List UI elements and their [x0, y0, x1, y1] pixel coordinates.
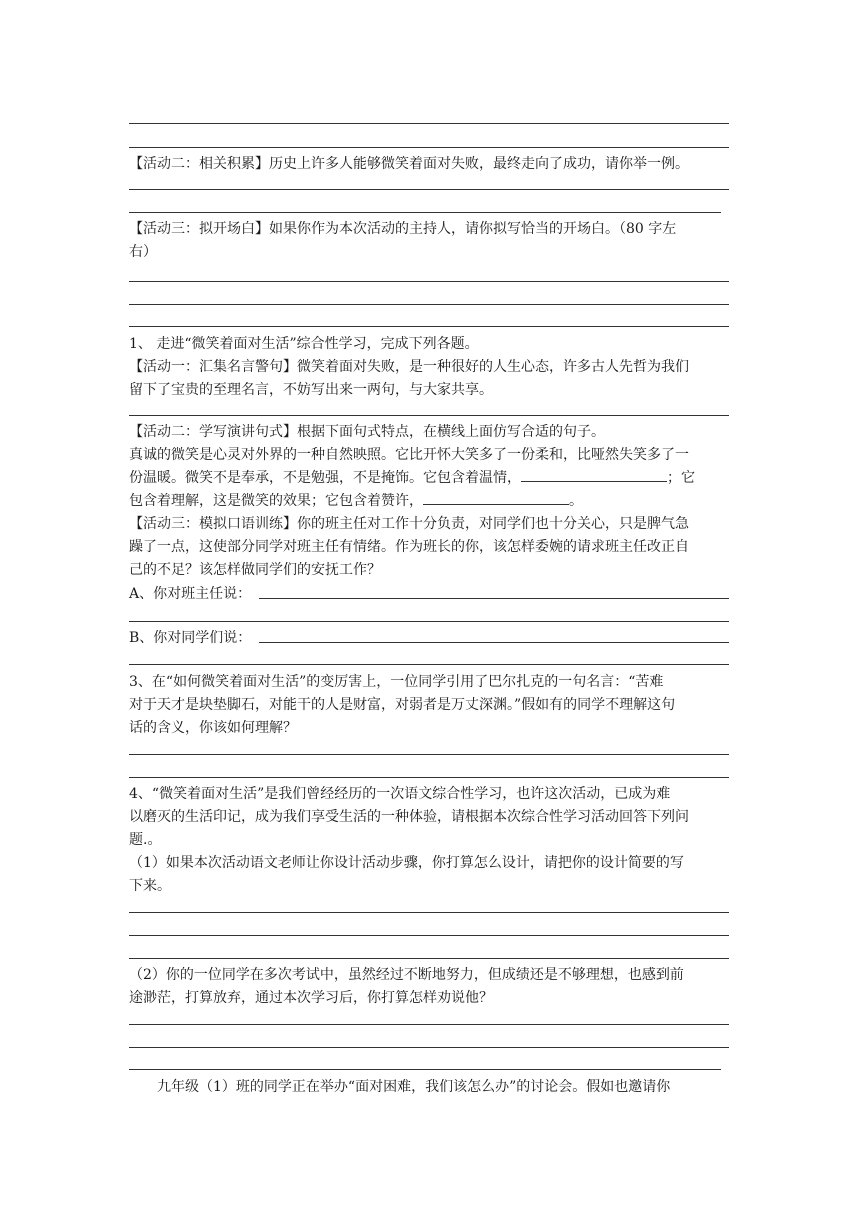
- answer-line[interactable]: [259, 598, 729, 599]
- final-prompt: 九年级（1）班的同学正在举办“面对困难，我们该怎么办”的讨论会。假如也邀请你: [157, 1079, 671, 1095]
- q1-activity-2-sentence1: 真诚的微笑是心灵对外界的一种自然映照。它比开怀大笑多了一份柔和，比哑然失笑多了一: [129, 447, 689, 463]
- question-4-line2: 以磨灭的生活印记，成为我们享受生活的一种体验，请根据本次综合性学习活动回答下列问: [129, 809, 689, 825]
- q1-activity-3-line3: 己的不足？该怎样做同学们的安抚工作？: [129, 562, 381, 578]
- answer-line[interactable]: [129, 935, 729, 936]
- answer-line[interactable]: [129, 1024, 729, 1025]
- activity-3-opening-line1: 【活动三：拟开场白】如果你作为本次活动的主持人，请你拟写恰当的开场白。（80 字左: [129, 221, 677, 237]
- question-4-part2-line2: 途渺茫，打算放弃，通过本次学习后，你打算怎样劝说他？: [129, 990, 493, 1006]
- answer-line[interactable]: [129, 281, 729, 282]
- q1-activity-3-line1: 【活动三：模拟口语训练】你的班主任对工作十分负责，对同学们也十分关心，只是脾气急: [129, 516, 689, 532]
- question-4-line3: 题.。: [129, 832, 162, 848]
- fill-blank[interactable]: [423, 490, 569, 505]
- activity-2-accumulation: 【活动二：相关积累】历史上许多人能够微笑着面对失败，最终走向了成功，请你举一例。: [129, 156, 689, 172]
- answer-line[interactable]: [129, 415, 729, 416]
- activity-3-opening-line2: 右）: [129, 244, 157, 260]
- q1-answer-b: B、你对同学们说：: [129, 630, 252, 646]
- q1-activity-2-sentence3: 包含着理解，这是微笑的效果；它包含着赞许， 。: [129, 490, 733, 514]
- answer-line[interactable]: [259, 642, 729, 643]
- answer-line[interactable]: [129, 754, 729, 755]
- answer-line[interactable]: [129, 777, 729, 778]
- answer-line[interactable]: [129, 664, 729, 665]
- q1-activity-1-line2: 留下了宝贵的至理名言，不妨写出来一两句，与大家共享。: [129, 382, 493, 398]
- q1-activity-1-line1: 【活动一：汇集名言警句】微笑着面对失败，是一种很好的人生心态，许多古人先哲为我们: [129, 359, 689, 375]
- question-4-part1-line2: 下来。: [129, 878, 171, 894]
- answer-line[interactable]: [129, 912, 729, 913]
- answer-line[interactable]: [129, 123, 729, 124]
- question-4-line1: 4、“微笑着面对生活”是我们曾经经历的一次语文综合性学习，也许这次活动，已成为难: [129, 786, 671, 802]
- answer-line[interactable]: [129, 1069, 721, 1070]
- question-3-line1: 3、在“如何微笑着面对生活”的变厉害上，一位同学引用了巴尔扎克的一句名言：“苦难: [129, 674, 664, 690]
- fill-blank[interactable]: [521, 467, 667, 482]
- answer-line[interactable]: [129, 621, 729, 622]
- answer-line[interactable]: [129, 304, 729, 305]
- answer-line[interactable]: [129, 958, 729, 959]
- q1-activity-2-sentence2: 份温暖。微笑不是奉承，不是勉强，不是掩饰。它包含着温情， ；它: [129, 467, 733, 491]
- answer-line[interactable]: [129, 212, 721, 213]
- answer-line[interactable]: [129, 326, 729, 327]
- question-4-part2-line1: （2）你的一位同学在多次考试中，虽然经过不断地努力，但成绩还是不够理想，也感到前: [129, 967, 684, 983]
- question-1-title: 1、 走进“微笑着面对生活”综合性学习，完成下列各题。: [129, 336, 479, 352]
- answer-line[interactable]: [129, 1047, 729, 1048]
- q1-activity-3-line2: 躁了一点，这使部分同学对班主任有情绪。作为班长的你，该怎样委婉的请求班主任改正自: [129, 539, 689, 555]
- question-3-line2: 对于天才是块垫脚石，对能干的人是财富，对弱者是万丈深渊。”假如有的同学不理解这句: [129, 697, 676, 713]
- question-4-part1-line1: （1）如果本次活动语文老师让你设计活动步骤，你打算怎么设计，请把你的设计简要的写: [129, 855, 684, 871]
- q1-activity-2: 【活动二：学写演讲句式】根据下面句式特点，在横线上面仿写合适的句子。: [129, 424, 605, 440]
- question-3-line3: 话的含义，你该如何理解？: [129, 720, 297, 736]
- answer-line[interactable]: [129, 147, 729, 148]
- answer-line[interactable]: [129, 189, 729, 190]
- q1-answer-a: A、你对班主任说：: [129, 586, 252, 602]
